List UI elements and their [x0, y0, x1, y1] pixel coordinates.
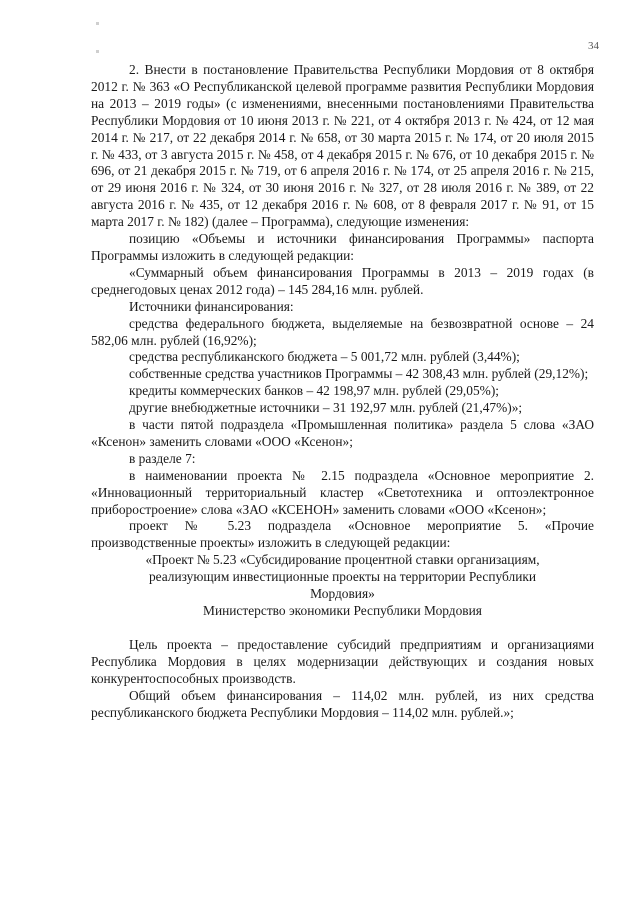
paragraph-industrial-policy: в части пятой подраздела «Промышленная политика» раздела 5 слова «ЗАО «Ксенон» заменить словами «ООО «Ксенон»;: [91, 417, 594, 449]
paragraph-project-goal: Цель проекта – предоставление субсидий предприятиям и организациями Республика Мордовия в целях модернизации действующих и создания новых конкурентоспособных производств.: [91, 636, 594, 686]
paragraph-project-2-15: в наименовании проекта № 2.15 подраздела «Основное мероприятие 2. «Инновационный территориальный кластер «Светотехника и оптоэлектронное приборостроение» слова «ЗАО «КСЕНОН» заменить словами «ООО «Ксенон»;: [91, 467, 594, 517]
project-heading-line-2: реализующим инвестиционные проекты на территории Республики: [148, 569, 537, 585]
paragraph-total-financing: «Суммарный объем финансирования Программы в 2013 – 2019 годах (в среднегодовых ценах 2012 года) – 145 284,16 млн. рублей.: [91, 264, 594, 297]
paragraph-passport-position: позицию «Объемы и источники финансирования Программы» паспорта Программы изложить в следующей редакции:: [91, 231, 594, 263]
paragraph-amendment-intro: 2. Внести в постановление Правительства Республики Мордовия от 8 октября 2012 г. № 363 «О Республиканской целевой программе развития Республики Мордовия на 2013 – 2019 годы» (с изменениями, внесенными постановлениями Правительства Республики Мордовия от 10 июня 2013 г. № 221, от 4 октября 2013 г. № 424, от 12 мая 2014 г. № 217, от 22 декабря 2014 г. № 658, от 30 марта 2015 г. № 174, от 20 июля 2015 г. № 433, от 3 августа 2015 г. № 458, от 4 декабря 2015 г. № 676, от 10 декабря 2015 г. № 696, от 21 декабря 2015 г. № 719, от 6 апреля 2016 г. № 174, от 25 апреля 2016 г. № 215, от 29 июня 2016 г. № 324, от 30 июня 2016 г. № 327, от 28 июля 2016 г. № 389, от 22 августа 2016 г. № 435, от 12 декабря 2016 г. № 608, от 8 февраля 2017 г. № 91, от 15 марта 2017 г. № 182) (далее – Программа), следующие изменения:: [91, 62, 594, 230]
page-number: 34: [588, 40, 599, 52]
paragraph-project-funding: Общий объем финансирования – 114,02 млн. рублей, из них средства республиканского бюджета Республики Мордовия – 114,02 млн. рублей.»;: [91, 687, 594, 720]
paragraph-own-funds: собственные средства участников Программы – 42 308,43 млн. рублей (29,12%);: [129, 366, 589, 382]
paragraph-bank-credits: кредиты коммерческих банков – 42 198,97 млн. рублей (29,05%);: [129, 383, 499, 399]
project-ministry: Министерство экономики Республики Мордовия: [203, 603, 482, 618]
project-heading-line-1: «Проект № 5.23 «Субсидирование процентной ставки организациям,: [145, 552, 540, 568]
spacer: [91, 620, 594, 637]
paragraph-section-7: в разделе 7:: [129, 450, 196, 466]
paragraph-financing-sources: Источники финансирования:: [129, 298, 294, 314]
project-heading-line-3: Мордовия»: [310, 586, 375, 602]
paragraph-project-5-23: проект № 5.23 подраздела «Основное мероприятие 5. «Прочие производственные проекты» изложить в следующей редакции:: [91, 518, 594, 551]
paragraph-other-sources: другие внебюджетные источники – 31 192,97 млн. рублей (21,47%)»;: [129, 400, 523, 416]
paragraph-republican-budget: средства республиканского бюджета – 5 001,72 млн. рублей (3,44%);: [129, 349, 520, 365]
scan-mark: [96, 22, 99, 25]
scan-mark: [96, 50, 99, 53]
document-body: [91, 62, 594, 721]
paragraph-federal-budget: средства федерального бюджета, выделяемые на безвозвратной основе – 24 582,06 млн. рублей (16,92%);: [91, 315, 594, 348]
